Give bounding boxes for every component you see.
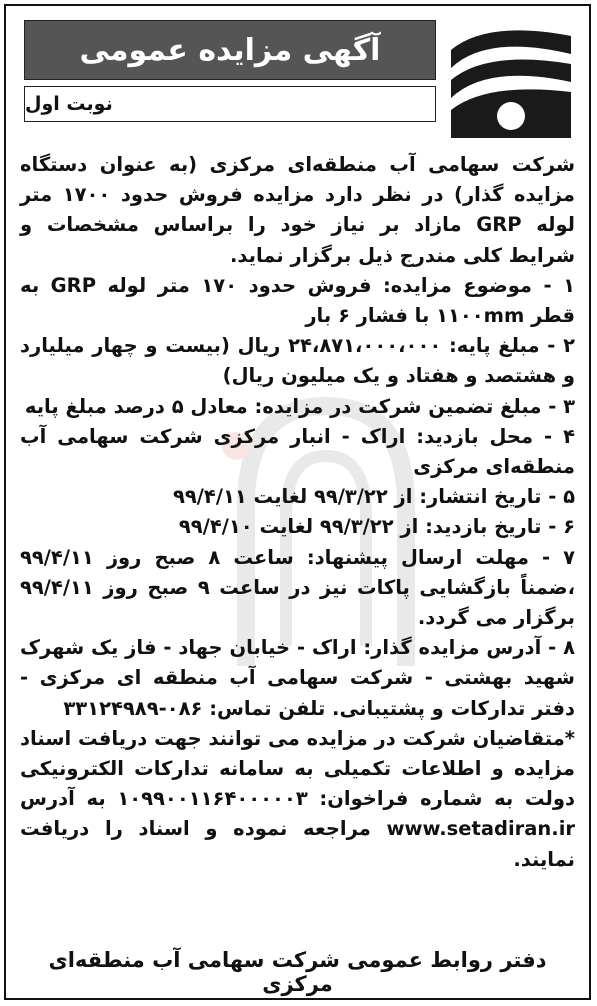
list-item: ۸ - آدرس مزایده گذار: اراک - خیابان جهاد - فاز یک شهرک شهید بهشتی - شرکت سهامی آب منطقه ای مرکزی - دفتر تدارکات و پشتیبانی. تلفن تماس: ۰۸۶-۳۳۱۲۴۹۸۹ [20, 636, 575, 720]
list-item: ۱ - موضوع مزایده: فروش حدود ۱۷۰ متر لوله GRP به قطر ۱۱۰۰mm با فشار ۶ بار [20, 273, 576, 328]
round-label: نوبت اول [24, 86, 436, 122]
announcement-frame [4, 4, 591, 1000]
announcement-body [20, 150, 575, 875]
note-paragraph: *متقاضیان شرکت در مزایده می توانند جهت دریافت اسناد مزایده و اطلاعات تکمیلی به سامانه تدارکات الکترونیکی دولت به شماره فراخوان: ۱۰۹۹۰۰۱۱۶۴۰۰۰۰۰۳ به آدرس www.setadiran.ir مراجعه نموده و اسناد را دریافت نمایند. [20, 726, 575, 871]
footer-signature: دفتر روابط عمومی شرکت سهامی آب منطقه‌ای مرکزی [48, 948, 547, 996]
list-item: ۶ - تاریخ بازدید: از ۹۹/۳/۲۲ لغایت ۹۹/۴/۱۰ [178, 515, 575, 539]
water-waves-logo-icon [447, 20, 575, 140]
list-item: ۲ - مبلغ پایه: ۲۴،۸۷۱،۰۰۰،۰۰۰ ریال (بیست و چهار میلیارد و هشتصد و هفتاد و یک میلیون ریال) [20, 334, 575, 388]
list-item: ۴ - محل بازدید: اراک - انبار مرکزی شرکت سهامی آب منطقه‌ای مرکزی [20, 424, 575, 479]
list-item: ۷ - مهلت ارسال پیشنهاد: ساعت ۸ صبح روز ۹۹/۴/۱۱ ،ضمناً بازگشایی پاکات نیز در ساعت ۹ صبح روز ۹۹/۴/۱۱ برگزار می گردد. [20, 545, 576, 630]
list-item: ۳ - مبلغ تضمین شرکت در مزایده: معادل ۵ درصد مبلغ پایه [24, 394, 575, 418]
announcement-header [6, 6, 589, 146]
page-title: آگهی مزایده عمومی [24, 20, 436, 80]
list-item: ۵ - تاریخ انتشار: از ۹۹/۳/۲۲ لغایت ۹۹/۴/۱۱ [173, 485, 575, 509]
intro-paragraph: شرکت سهامی آب منطقه‌ای مرکزی (به عنوان دستگاه مزایده گذار) در نظر دارد مزایده فروش حدود ۱۷۰۰ متر لوله GRP مازاد بر نیاز خود را براساس مشخصات و شرایط کلی مندرج ذیل برگزار نماید. [20, 153, 576, 267]
